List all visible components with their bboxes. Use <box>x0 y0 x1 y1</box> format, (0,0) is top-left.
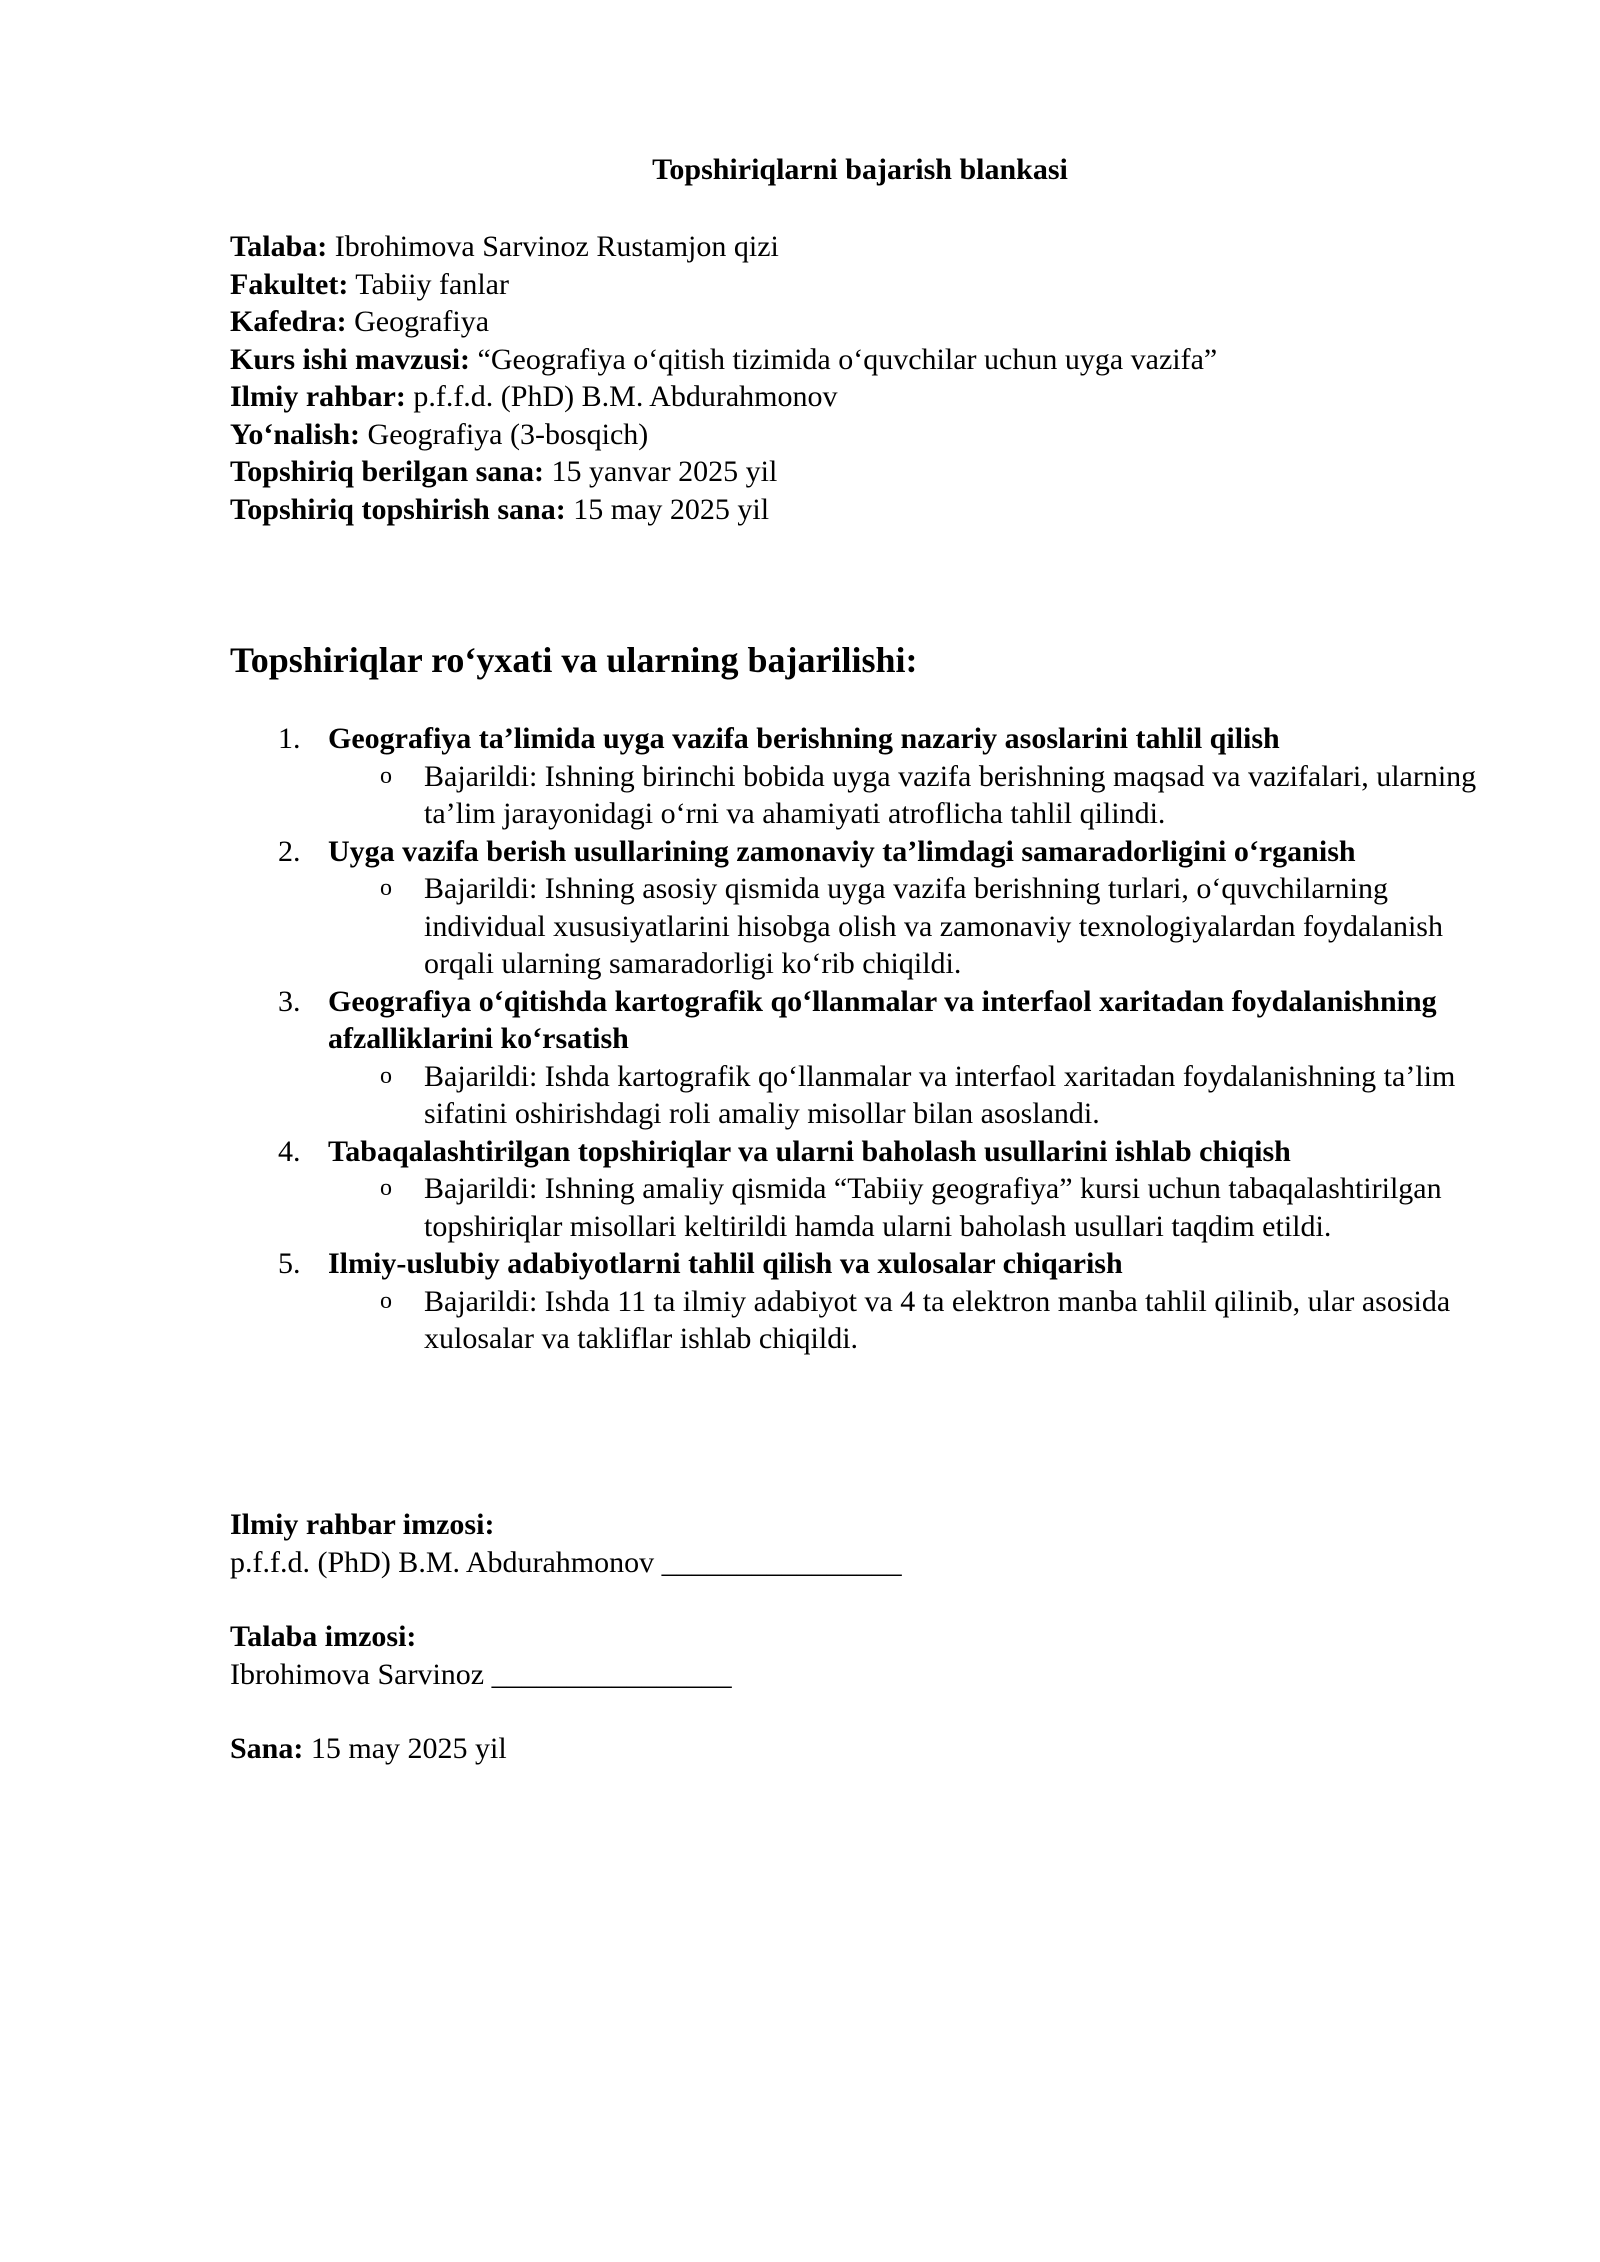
supervisor-signature-line: p.f.f.d. (PhD) B.M. Abdurahmonov ________________ <box>230 1545 902 1579</box>
info-row-supervisor <box>230 378 1217 416</box>
info-row-department <box>230 303 1217 341</box>
info-row-issue-date <box>230 453 1217 491</box>
task-result-text: Bajarildi: Ishda kartografik qo‘llanmalar va interfaol xaritadan foydalanishning ta’lim sifatini oshirishdagi roli amaliy misollar bilan asoslandi. <box>424 1059 1456 1130</box>
info-value: Tabiiy fanlar <box>355 267 509 301</box>
info-value: Geografiya (3-bosqich) <box>367 417 649 451</box>
task-number: 2. <box>278 834 301 868</box>
task-result-text: Bajarildi: Ishda 11 ta ilmiy adabiyot va 4 ta elektron manba tahlil qilinib, ular asosida xulosalar va takliflar ishlab chiqildi. <box>424 1284 1451 1355</box>
info-value: Ibrohimova Sarvinoz Rustamjon qizi <box>334 230 779 263</box>
task-result <box>328 1058 1490 1133</box>
task-result <box>328 1283 1490 1358</box>
date-value: 15 may 2025 yil <box>310 1732 507 1765</box>
task-item <box>230 1245 1490 1358</box>
info-row-student <box>230 228 1217 266</box>
task-number: 4. <box>278 1134 301 1168</box>
task-title: Tabaqalashtirilgan topshiriqlar va ularni baholash usullarini ishlab chiqish <box>328 1134 1291 1168</box>
info-value: 15 yanvar 2025 yil <box>551 455 778 488</box>
bullet-circle-icon: o <box>380 762 392 789</box>
task-number: 3. <box>278 984 301 1018</box>
info-row-faculty <box>230 266 1217 304</box>
section-heading: Topshiriqlar ro‘yxati va ularning bajarilishi: <box>230 640 918 680</box>
info-value: “Geografiya o‘qitish tizimida o‘quvchilar uchun uyga vazifa” <box>477 342 1218 376</box>
task-number: 5. <box>278 1247 301 1280</box>
student-signature-block <box>230 1618 732 1693</box>
task-result <box>328 1170 1490 1245</box>
task-title: Geografiya ta’limida uyga vazifa berishning nazariy asoslarini tahlil qilish <box>328 722 1280 755</box>
bullet-circle-icon: o <box>380 1062 392 1089</box>
info-row-direction <box>230 416 1217 454</box>
supervisor-signature-label: Ilmiy rahbar imzosi: <box>230 1508 495 1541</box>
bullet-circle-icon: o <box>380 1175 392 1201</box>
info-label: Fakultet: <box>230 267 349 301</box>
info-label: Kurs ishi mavzusi: <box>230 342 471 376</box>
info-row-topic <box>230 341 1217 379</box>
task-result <box>328 758 1490 833</box>
task-result-text: Bajarildi: Ishning asosiy qismida uyga vazifa berishning turlari, o‘quvchilarning individual xususiyatlarini hisobga olish va zamonaviy texnologiyalardan foydalanish orqali ularning samaradorligi ko‘rib chiqildi. <box>424 872 1443 980</box>
info-value: Geografiya <box>354 305 490 338</box>
task-item <box>230 833 1490 983</box>
task-number: 1. <box>278 722 301 755</box>
task-title: Ilmiy-uslubiy adabiyotlarni tahlil qilish va xulosalar chiqarish <box>328 1247 1123 1280</box>
task-result-text: Bajarildi: Ishning birinchi bobida uyga vazifa berishning maqsad va vazifalari, ularning ta’lim jarayonidagi o‘rni va ahamiyati atroflicha tahlil qilindi. <box>424 759 1477 830</box>
info-label: Yo‘nalish: <box>230 417 361 451</box>
info-value: 15 may 2025 yil <box>573 492 770 526</box>
task-title: Geografiya o‘qitishda kartografik qo‘llanmalar va interfaol xaritadan foydalanishning afzalliklarini ko‘rsatish <box>328 984 1437 1055</box>
info-label: Topshiriq topshirish sana: <box>230 492 566 526</box>
info-row-submit-date <box>230 491 1217 529</box>
date-label: Sana: <box>230 1732 304 1765</box>
info-value: p.f.f.d. (PhD) B.M. Abdurahmonov <box>413 380 838 413</box>
supervisor-signature-block <box>230 1506 902 1581</box>
info-label: Talaba: <box>230 230 328 263</box>
task-title: Uyga vazifa berish usullarining zamonaviy ta’limdagi samaradorligini o‘rganish <box>328 834 1356 868</box>
bullet-circle-icon: o <box>380 875 392 901</box>
task-item <box>230 1133 1490 1246</box>
info-label: Ilmiy rahbar: <box>230 380 406 413</box>
task-result <box>328 870 1490 983</box>
info-label: Kafedra: <box>230 305 347 338</box>
bullet-circle-icon: o <box>380 1287 392 1314</box>
student-signature-label: Talaba imzosi: <box>230 1620 417 1653</box>
task-item <box>230 983 1490 1133</box>
document-title: Topshiriqlarni bajarish blankasi <box>652 153 1068 186</box>
date-block <box>230 1730 507 1768</box>
student-signature-line: Ibrohimova Sarvinoz ________________ <box>230 1657 732 1691</box>
task-result-text: Bajarildi: Ishning amaliy qismida “Tabiiy geografiya” kursi uchun tabaqalashtirilgan topshiriqlar misollari keltirildi hamda ularni baholash usullari taqdim etildi. <box>424 1172 1442 1243</box>
info-label: Topshiriq berilgan sana: <box>230 455 544 488</box>
task-list <box>230 720 1490 1358</box>
task-item <box>230 720 1490 833</box>
student-info-block <box>230 228 1217 528</box>
